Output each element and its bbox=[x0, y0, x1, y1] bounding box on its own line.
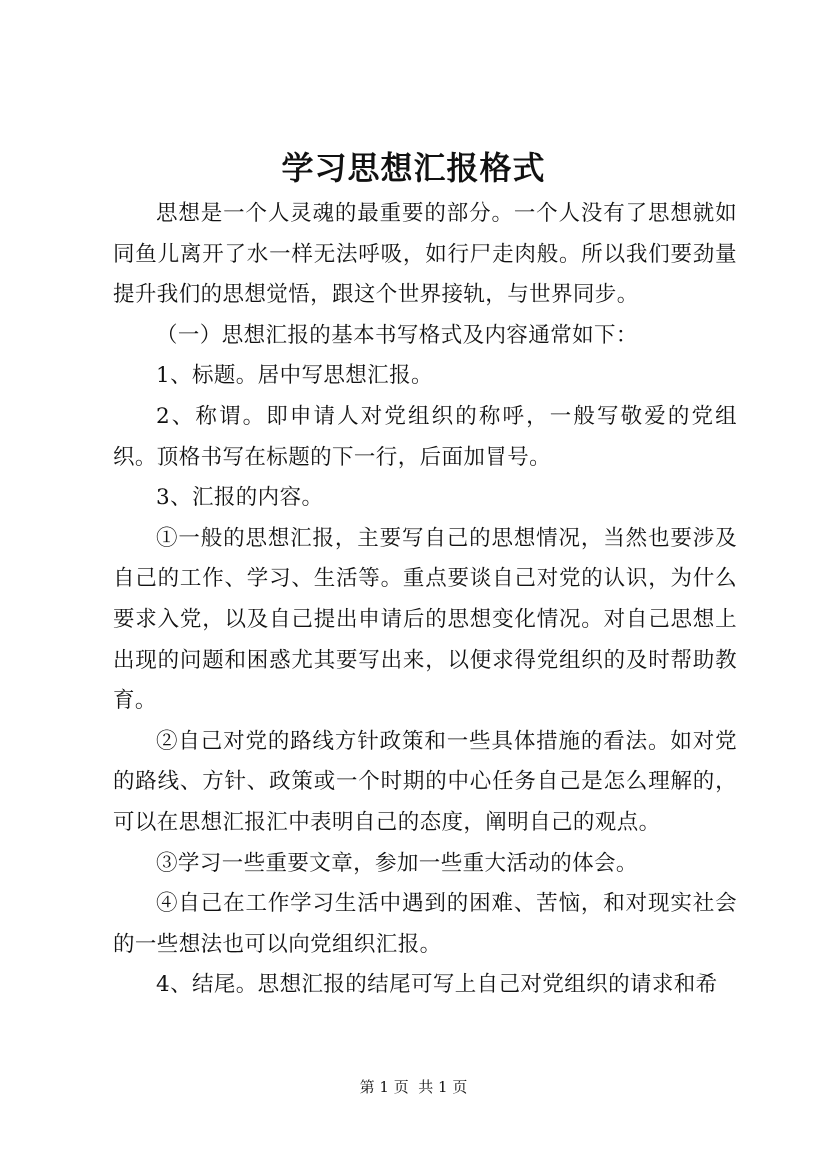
document-title: 学习思想汇报格式 bbox=[281, 149, 546, 187]
paragraph-item-salutation: 2、称谓。即申请人对党组织的称呼，一般写敬爱的党组织。顶格书写在标题的下一行，后面加冒号。 bbox=[113, 403, 737, 470]
document-body bbox=[113, 194, 737, 1006]
paragraph-content-point-4: ④自己在工作学习生活中遇到的困难、苦恼，和对现实社会的一些想法也可以向党组织汇报。 bbox=[113, 891, 737, 957]
paragraph-item-content: 3、汇报的内容。 bbox=[156, 485, 324, 511]
page-footer bbox=[0, 1077, 827, 1097]
paragraph-item-title: 1、标题。居中写思想汇报。 bbox=[156, 363, 433, 389]
paragraph-content-point-3: ③学习一些重要文章，参加一些重大活动的体会。 bbox=[156, 850, 638, 876]
paragraph-section-heading: （一）思想汇报的基本书写格式及内容通常如下： bbox=[156, 322, 638, 348]
page-number-label: 第 1 页 共 1 页 bbox=[359, 1078, 468, 1096]
paragraph-intro: 思想是一个人灵魂的最重要的部分。一个人没有了思想就如同鱼儿离开了水一样无法呼吸，如行尸走肉般。所以我们要劲量提升我们的思想觉悟，跟这个世界接轨，与世界同步。 bbox=[113, 201, 737, 308]
paragraph-item-ending: 4、结尾。思想汇报的结尾可写上自己对党组织的请求和希 bbox=[156, 972, 718, 998]
paragraph-content-point-2: ②自己对党的路线方针政策和一些具体措施的看法。如对党的路线、方针、政策或一个时期的中心任务自己是怎么理解的，可以在思想汇报汇中表明自己的态度，阐明自己的观点。 bbox=[113, 728, 737, 835]
paragraph-content-point-1: ①一般的思想汇报，主要写自己的思想情况，当然也要涉及自己的工作、学习、生活等。重点要谈自己对党的认识，为什么要求入党，以及自己提出申请后的思想变化情况。对自己思想上出现的问题和困惑尤其要写出来，以便求得党组织的及时帮助教育。 bbox=[113, 525, 737, 714]
